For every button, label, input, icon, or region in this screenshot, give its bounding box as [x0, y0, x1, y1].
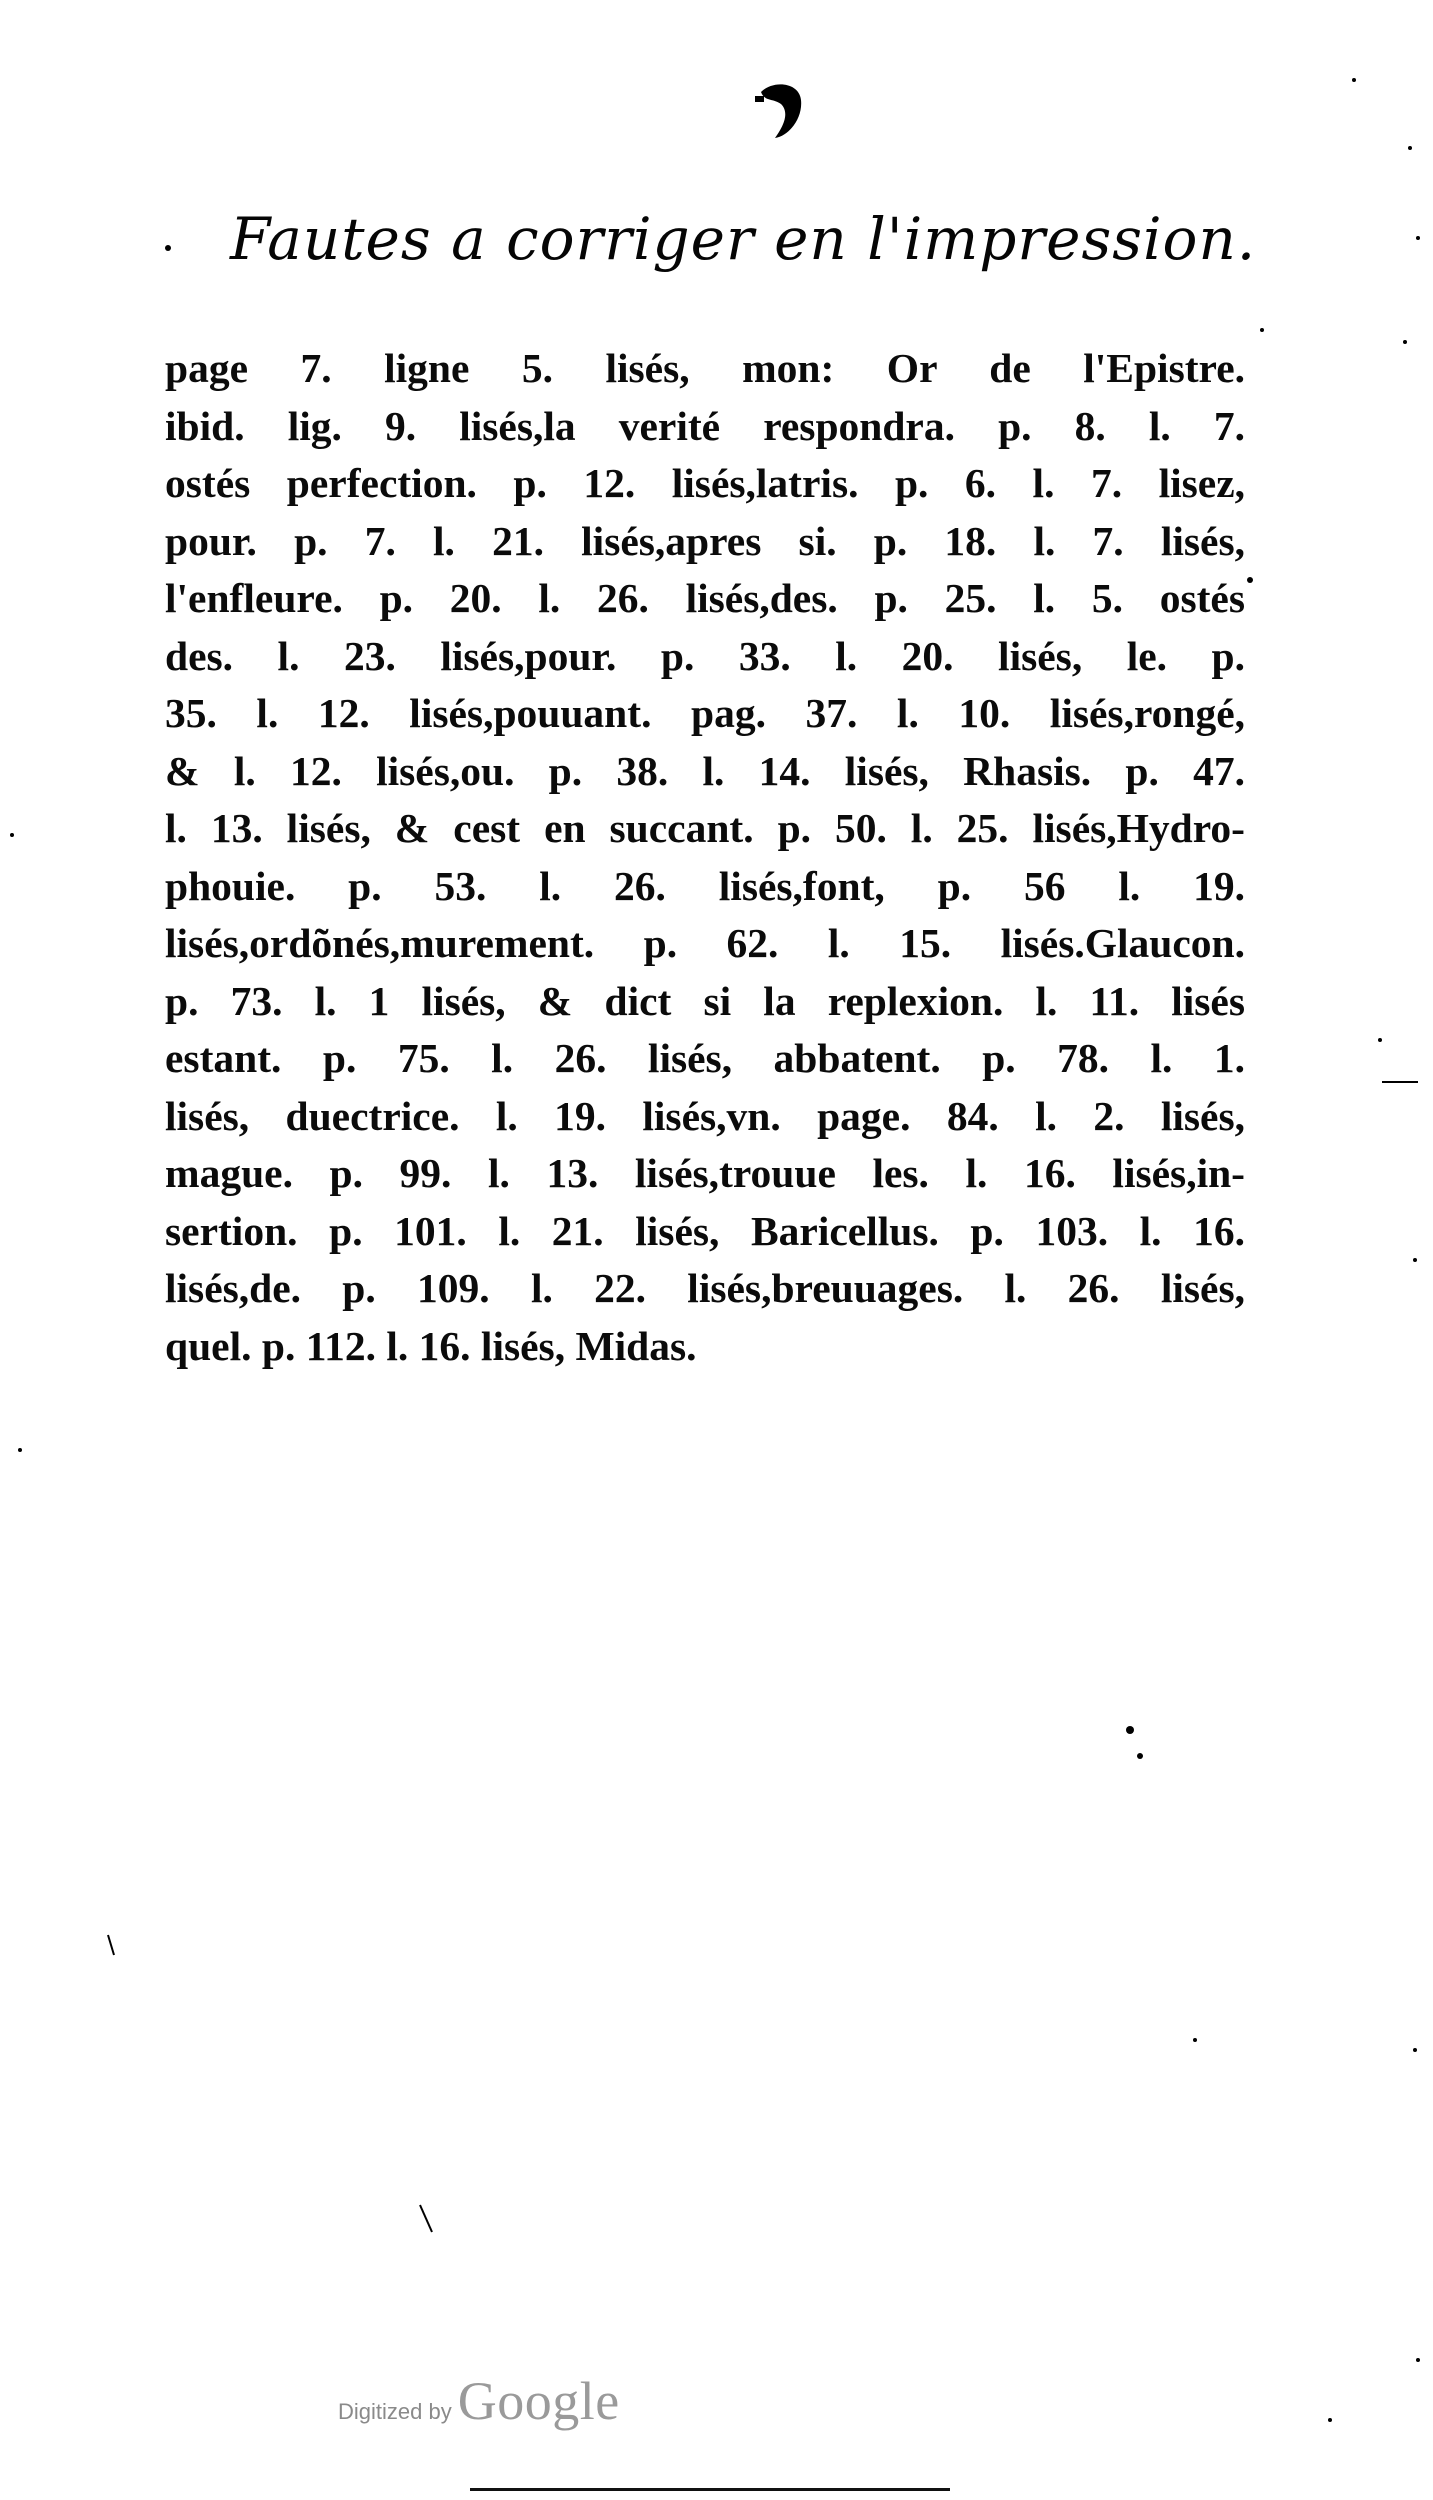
errata-line: l. 13. lisés, & cest en succant. p. 50. l. 25. lisés,Hydro- [165, 805, 1245, 851]
digitized-by-label: Digitized by [338, 2399, 452, 2424]
errata-line: lisés,ordõnés,murement. p. 62. l. 15. lisés.Glaucon. [165, 920, 1245, 966]
errata-line: phouie. p. 53. l. 26. lisés,font, p. 56 l. 19. [165, 862, 1245, 909]
errata-line: lisés, duectrice. l. 19. lisés,vn. page. 84. l. 2. lisés, [165, 1092, 1245, 1139]
errata-list [165, 340, 1245, 1375]
google-logo: Google [457, 2371, 620, 2431]
errata-line: page 7. ligne 5. lisés, mon: Or de l'Epistre. [165, 345, 1245, 391]
errata-line: ibid. lig. 9. lisés,la verité respondra. p. 8. l. 7. [165, 402, 1245, 449]
printers-ornament [755, 78, 805, 140]
errata-line: estant. p. 75. l. 26. lisés, abbatent. p. 78. l. 1. [165, 1035, 1245, 1081]
errata-line: & l. 12. lisés,ou. p. 38. l. 14. lisés, Rhasis. p. 47. [165, 747, 1245, 794]
errata-line: p. 73. l. 1 lisés, & dict si la replexion. l. 11. lisés [165, 977, 1245, 1024]
errata-line: mague. p. 99. l. 13. lisés,trouue les. l. 16. lisés,in- [165, 1150, 1245, 1196]
errata-line: lisés,de. p. 109. l. 22. lisés,breuuages. l. 26. lisés, [165, 1265, 1245, 1311]
errata-line: 35. l. 12. lisés,pouuant. pag. 37. l. 10. lisés,rongé, [165, 690, 1245, 736]
page-title: Fautes a corriger en l'impression. [230, 205, 1257, 273]
errata-line: quel. p. 112. l. 16. lisés, Midas. [165, 1322, 697, 1369]
errata-line: ostés perfection. p. 12. lisés,latris. p. 6. l. 7. lisez, [165, 460, 1245, 506]
errata-line: l'enfleure. p. 20. l. 26. lisés,des. p. 25. l. 5. ostés [165, 575, 1245, 621]
errata-line: sertion. p. 101. l. 21. lisés, Baricellus. p. 103. l. 16. [165, 1207, 1245, 1254]
errata-line: pour. p. 7. l. 21. lisés,apres si. p. 18. l. 7. lisés, [165, 517, 1245, 564]
digitized-by-google-watermark [338, 2370, 620, 2440]
errata-line: des. l. 23. lisés,pour. p. 33. l. 20. lisés, le. p. [165, 632, 1245, 679]
